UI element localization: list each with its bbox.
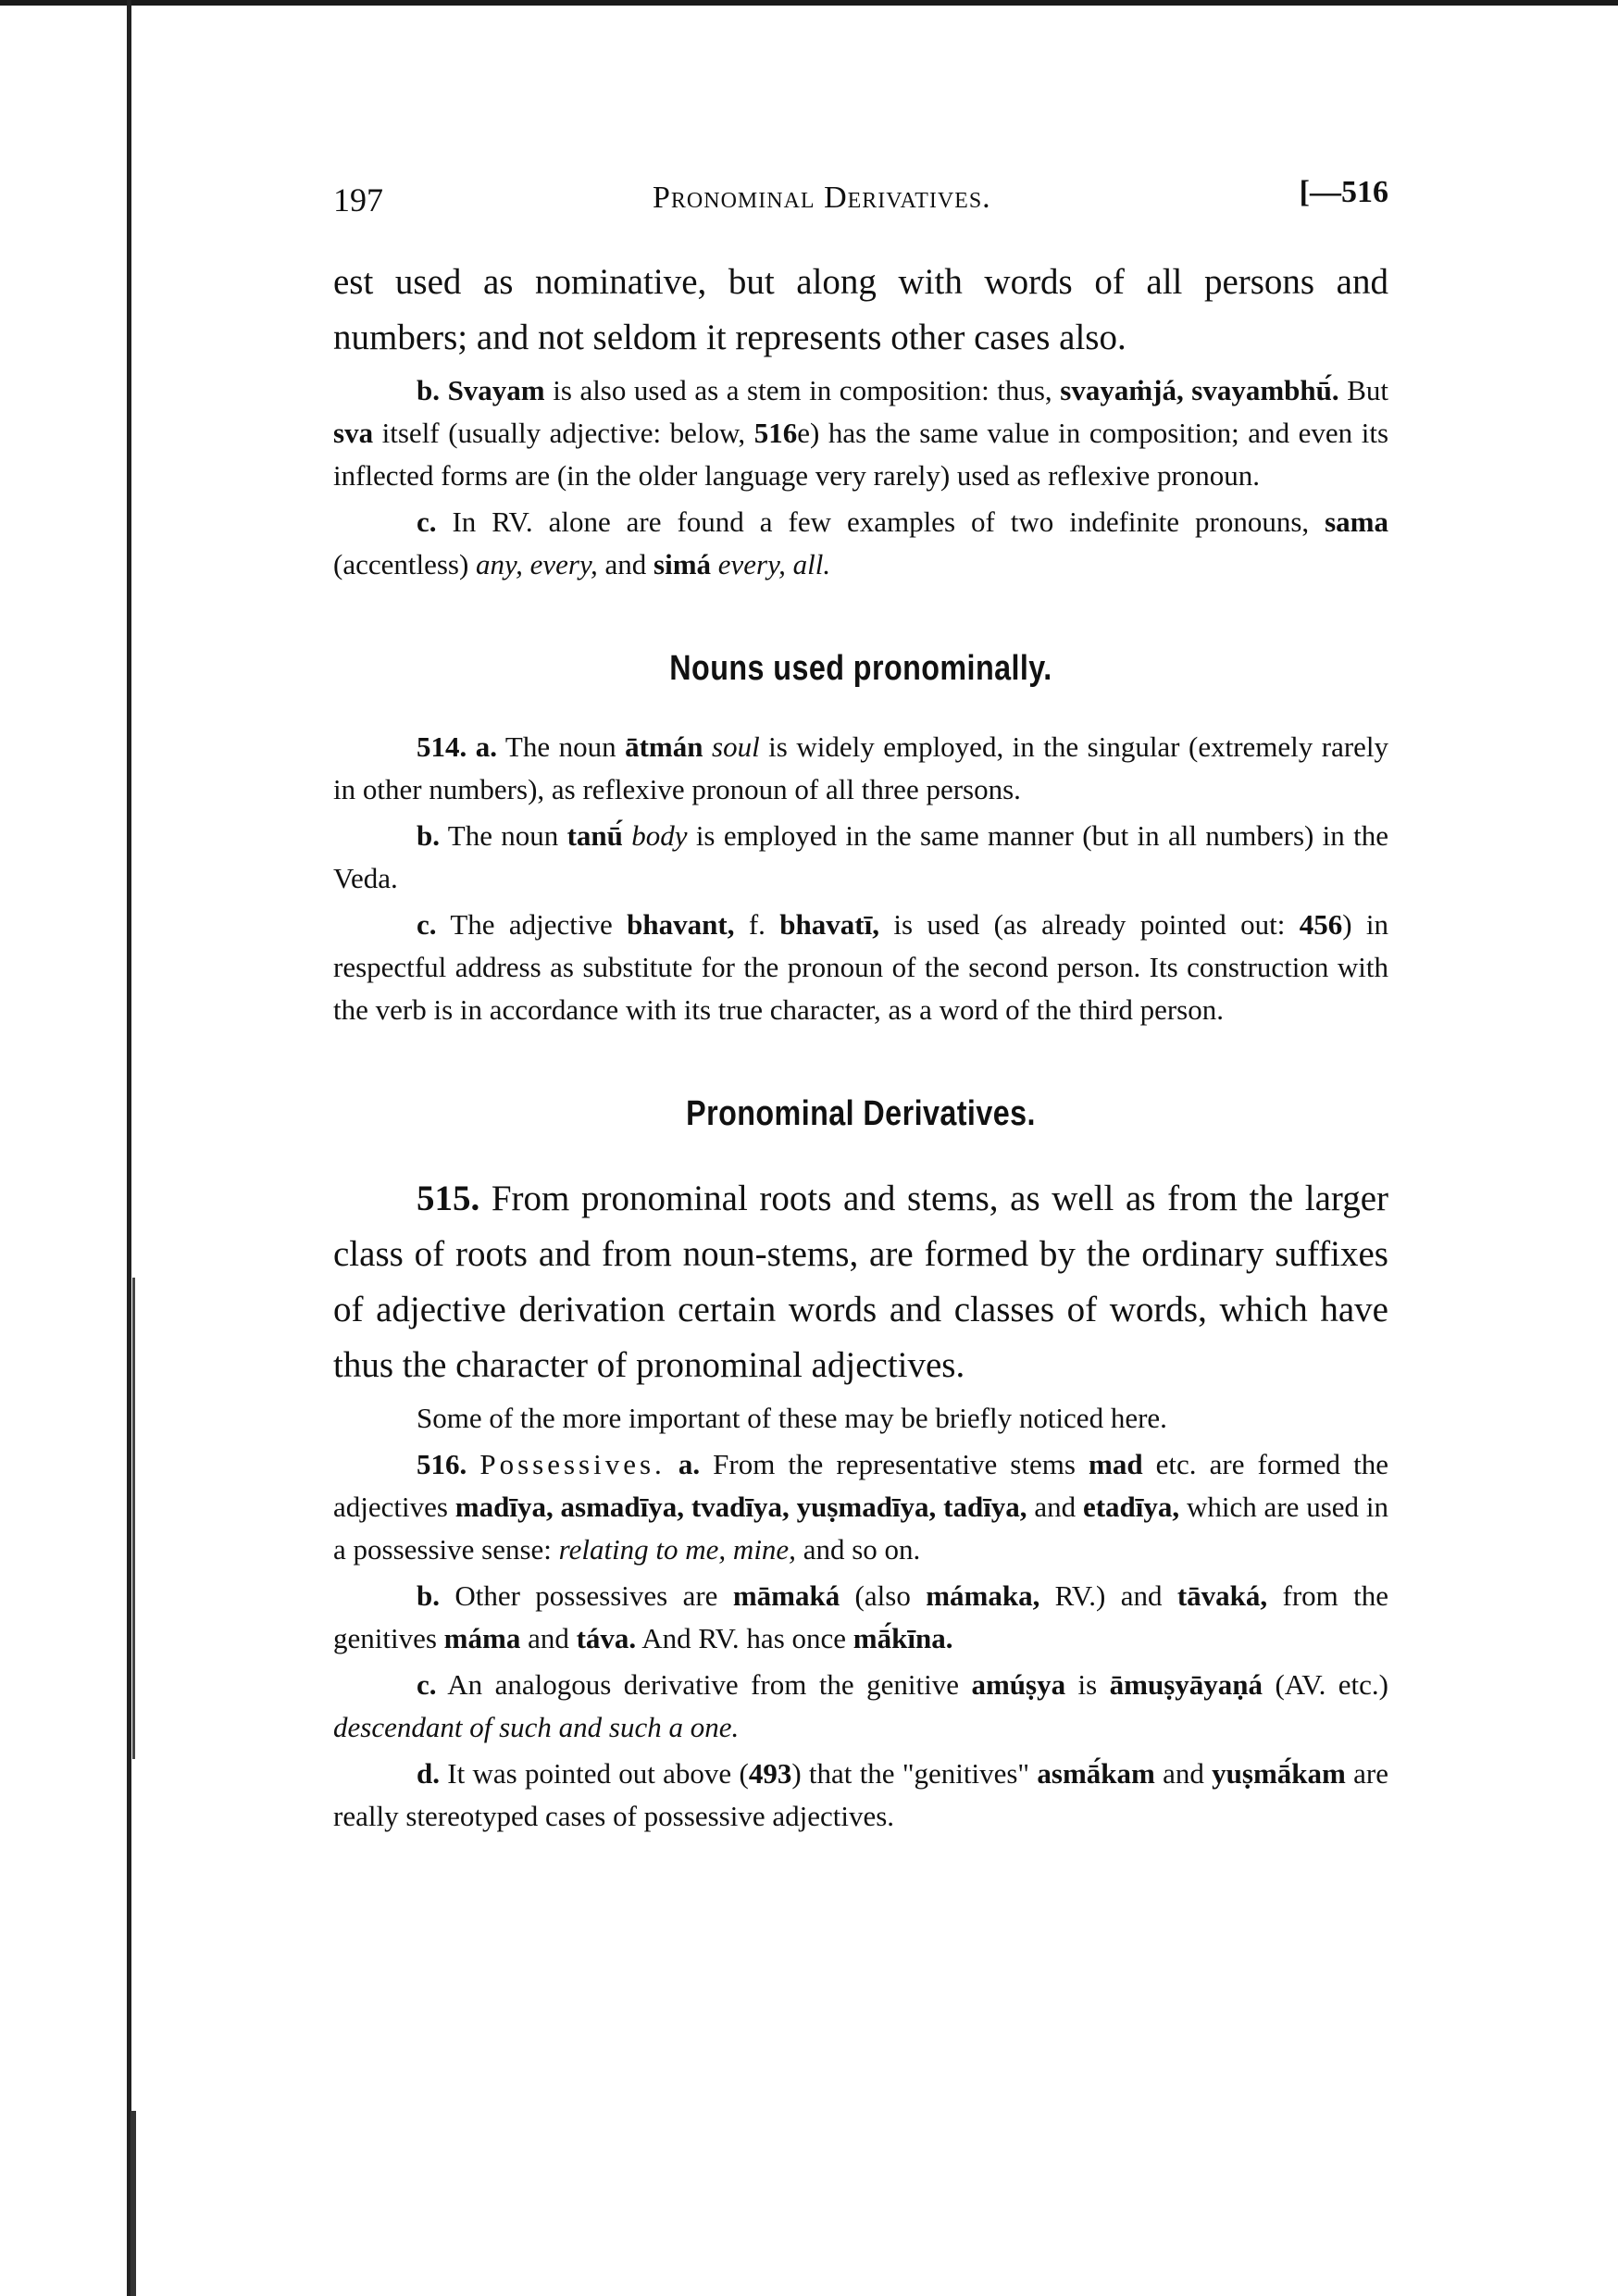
paragraph-513c: c. In RV. alone are found a few examples of two indefinite pronouns, sama (accentless) any, every, and simá every, all. bbox=[333, 505, 1388, 580]
paragraph-514a: 514. a. The noun ātmán soul is widely employed, in the singular (extremely rarely in other numbers), as reflexive pronoun of all three persons. bbox=[333, 730, 1389, 805]
paragraph-516d: d. It was pointed out above (493) that the "genitives" asmā́kam and yuṣmā́kam are really stereotyped cases of possessive adjectives. bbox=[333, 1757, 1389, 1832]
paragraph-continued: est used as nominative, but along with words of all persons and numbers; and not seldom it represents other cases also. bbox=[333, 262, 1388, 357]
running-head bbox=[333, 175, 1388, 236]
section-heading-nouns-used-pronominally: Nouns used pronominally. bbox=[669, 649, 1052, 688]
paragraph-516c: c. An analogous derivative from the genitive amúṣya is āmuṣyāyaṇá (AV. etc.) descendant of such and such a one. bbox=[333, 1668, 1388, 1743]
paragraph-516a: 516. Possessives. a. From the representative stems mad etc. are formed the adjectives madīya, asmadīya, tvadīya, yuṣmadīya, tadīya, and etadīya, which are used in a possessive sense: relating to me, mine, and so on. bbox=[333, 1448, 1388, 1566]
paragraph-516b: b. Other possessives are māmaká (also mámaka, RV.) and tāvaká, from the genitives máma and táva. And RV. has once mā́kīna. bbox=[333, 1579, 1389, 1654]
paragraph-515: 515. From pronominal roots and stems, as well as from the larger class of roots and from noun-stems, are formed by the ordinary suffixes of adjective derivation certain words and classes of words, which have thus the character of pronominal adjectives. bbox=[333, 1179, 1388, 1385]
book-binding-shadow bbox=[132, 1278, 135, 1759]
section-heading-pronominal-derivatives: Pronominal Derivatives. bbox=[686, 1094, 1036, 1133]
page-number: 197 bbox=[333, 181, 383, 218]
section-reference: [—516 bbox=[1299, 175, 1388, 209]
scan-edge bbox=[0, 0, 1618, 6]
book-binding-edge bbox=[127, 0, 131, 2296]
book-page bbox=[333, 175, 1389, 1838]
running-title: Pronominal Derivatives. bbox=[653, 181, 991, 215]
paragraph-514b: b. The noun tanū́ body is employed in the same manner (but in all numbers) in the Veda. bbox=[333, 819, 1388, 894]
book-binding-shadow-lower bbox=[131, 2111, 136, 2296]
paragraph-514c: c. The adjective bhavant, f. bhavatī, is used (as already pointed out: 456) in respectful address as substitute for the pronoun of the second person. Its construction with the verb is in accordance with its true character, as a word of the third person. bbox=[333, 908, 1389, 1026]
paragraph-513b: b. Svayam is also used as a stem in composition: thus, svayaṁjá, svayambhū́. But sva itself (usually adjective: below, 516e) has the same value in composition; and even its inflected forms are (in the older language very rarely) used as reflexive pronoun. bbox=[333, 374, 1389, 492]
paragraph-515-note: Some of the more important of these may be briefly noticed here. bbox=[417, 1402, 1167, 1434]
